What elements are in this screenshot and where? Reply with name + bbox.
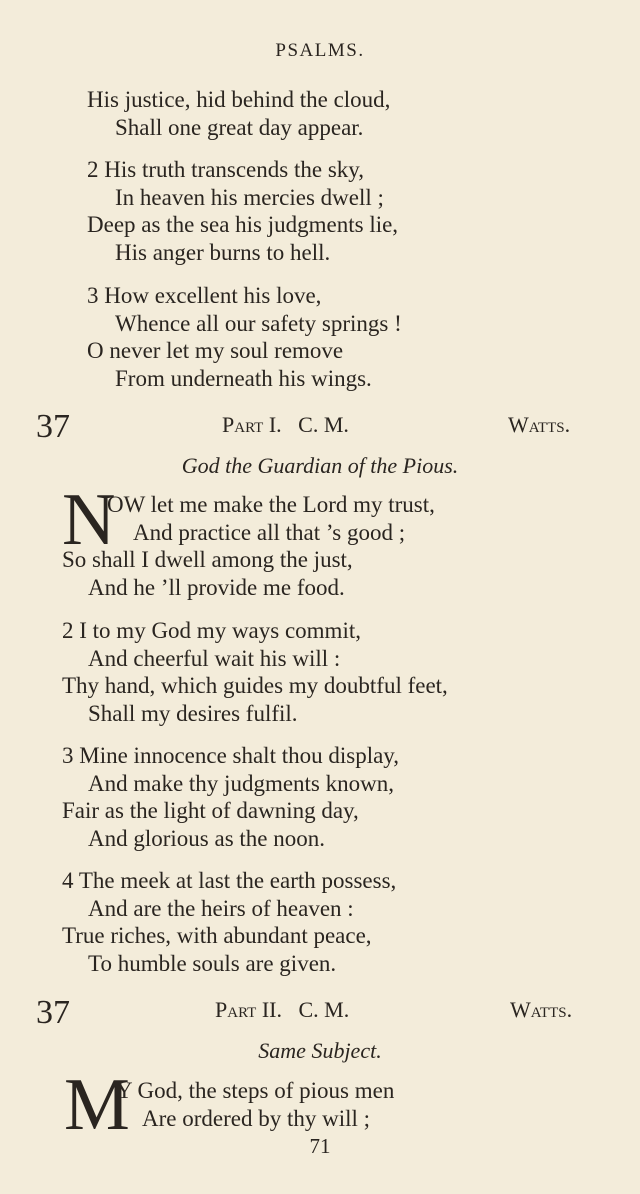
drop-cap: N	[62, 479, 116, 561]
drop-cap: M	[64, 1064, 130, 1146]
verse-line: To humble souls are given.	[88, 951, 337, 976]
hymn-part: Part II.	[215, 997, 282, 1022]
page-number: 71	[309, 1134, 331, 1158]
hymn-meter: C. M.	[298, 412, 349, 437]
verse-line: 2 His truth transcends the sky,	[87, 157, 365, 182]
hymn-subtitle: Same Subject.	[258, 1038, 382, 1063]
verse-line: 4 The meek at last the earth possess,	[62, 868, 397, 893]
verse-line: Are ordered by thy will ;	[142, 1106, 371, 1131]
verse-line: So shall I dwell among the just,	[62, 547, 353, 572]
verse-line: 3 How excellent his love,	[87, 283, 322, 308]
hymn-meter: C. M.	[298, 997, 350, 1022]
verse-line: From underneath his wings.	[115, 366, 372, 391]
verse-line: Y God, the steps of pious men	[116, 1078, 395, 1103]
verse-line: 2 I to my God my ways commit,	[62, 618, 361, 643]
verse-line: And make thy judgments known,	[88, 771, 394, 796]
verse-line: O never let my soul remove	[87, 338, 344, 363]
hymn-subtitle: God the Guardian of the Pious.	[181, 453, 459, 478]
verse-line: And he ’ll provide me food.	[88, 575, 345, 600]
hymn-heading	[222, 412, 349, 438]
verse-line: Fair as the light of dawning day,	[62, 798, 359, 823]
verse-line: Deep as the sea his judgments lie,	[87, 212, 399, 237]
verse-line: Shall my desires fulfil.	[88, 701, 298, 726]
running-title: PSALMS.	[275, 40, 365, 61]
verse-line: Thy hand, which guides my doubtful feet,	[62, 673, 448, 698]
verse-line: True riches, with abundant peace,	[62, 923, 372, 948]
verse-line: And practice all that ’s good ;	[133, 520, 406, 545]
verse-line: 3 Mine innocence shalt thou display,	[62, 743, 400, 768]
hymn-author: Watts.	[510, 997, 573, 1022]
verse-line: His justice, hid behind the cloud,	[87, 87, 391, 112]
hymn-part: Part I.	[222, 412, 282, 437]
hymn-author: Watts.	[508, 412, 571, 437]
hymn-number: 37	[36, 994, 70, 1031]
verse-line: And cheerful wait his will :	[88, 646, 341, 671]
verse-line: OW let me make the Lord my trust,	[107, 492, 435, 517]
verse-line: And glorious as the noon.	[88, 826, 326, 851]
verse-line: His anger burns to hell.	[115, 240, 331, 265]
verse-line: And are the heirs of heaven :	[88, 896, 354, 921]
verse-line: Shall one great day appear.	[115, 115, 364, 140]
verse-line: In heaven his mercies dwell ;	[115, 185, 384, 210]
hymn-heading	[215, 997, 349, 1023]
verse-line: Whence all our safety springs !	[115, 311, 402, 336]
hymn-number: 37	[36, 408, 70, 445]
